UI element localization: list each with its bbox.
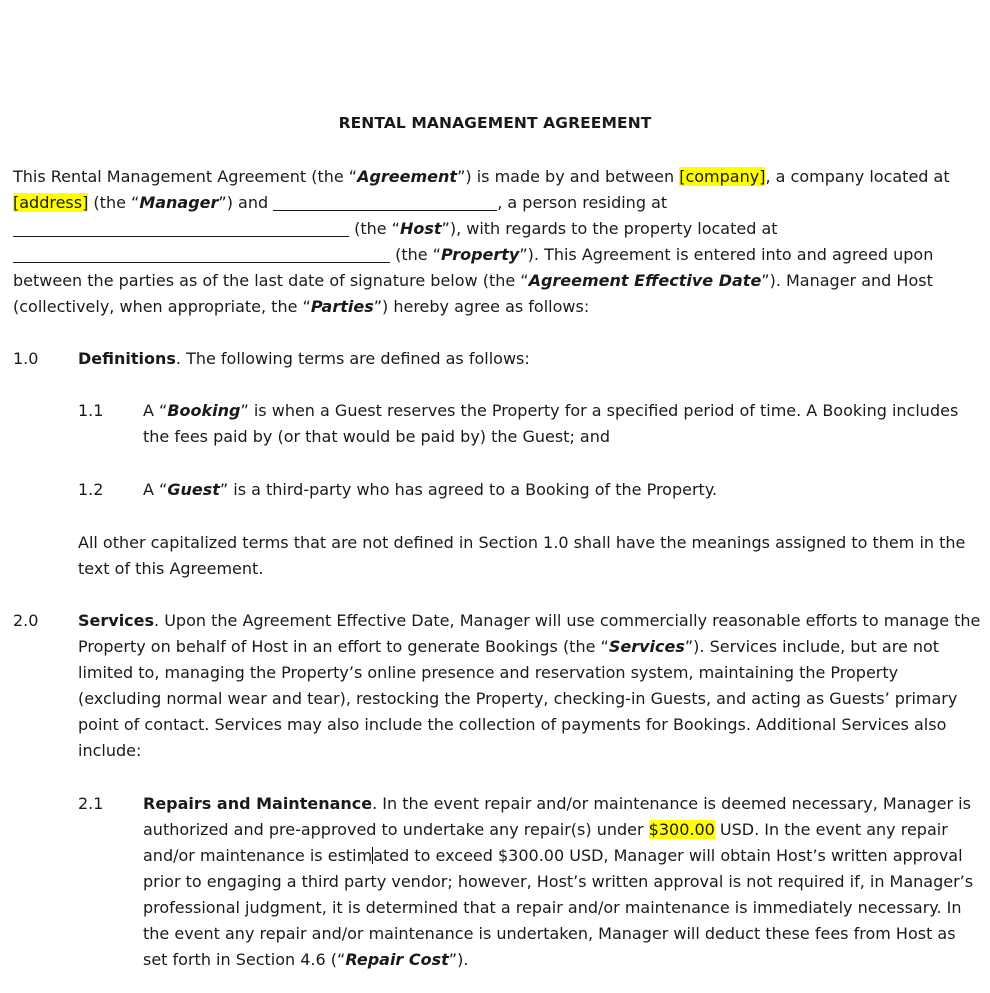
- intro-text: (the “: [349, 219, 400, 238]
- subsection-text: authorized and pre-approved to undertake any repair(s) under: [143, 820, 649, 839]
- section-text: . Upon the Agreement Effective Date, Manager will use commercially reasonable efforts to manage the: [154, 611, 981, 630]
- defined-term-services: Services: [608, 637, 685, 656]
- intro-text: ”) is made by and between: [457, 167, 680, 186]
- intro-text: (the “: [88, 193, 140, 212]
- intro-line-3: [13, 216, 778, 242]
- intro-text: ”). Manager and Host: [761, 271, 933, 290]
- intro-text: ”) hereby agree as follows:: [373, 297, 590, 316]
- defined-term-guest: Guest: [167, 480, 220, 499]
- subsection-text: A “: [143, 480, 168, 499]
- section-heading: Definitions: [78, 349, 176, 368]
- defined-term-effective-date: Agreement Effective Date: [528, 271, 762, 290]
- section-number: 2.0: [13, 611, 39, 630]
- subsection-1-2-line: [143, 477, 717, 503]
- section-2-line-4: (excluding normal wear and tear), restocking the Property, checking-in Guests, and acting as Guests’ primary: [78, 689, 958, 708]
- intro-text: ”) and: [218, 193, 274, 212]
- section-text: . The following terms are defined as follows:: [175, 349, 530, 368]
- intro-line-2: [13, 190, 667, 216]
- subsection-text: ”).: [448, 950, 469, 969]
- subsection-heading: Repairs and Maintenance: [143, 794, 373, 813]
- subsection-text: USD. In the event any repair: [714, 820, 948, 839]
- subsection-1-1-line-1: [143, 398, 958, 424]
- host-address-blank[interactable]: [13, 220, 349, 237]
- subsection-number: 1.1: [78, 401, 104, 420]
- intro-line-4: [13, 242, 933, 268]
- defined-term-agreement: Agreement: [357, 167, 458, 186]
- section-2-line-6: include:: [78, 741, 142, 760]
- subsection-2-1-line-2: [143, 817, 948, 843]
- subsection-number: 1.2: [78, 480, 104, 499]
- intro-text: between the parties as of the last date of signature below (the “: [13, 271, 529, 290]
- intro-text: , a company located at: [765, 167, 950, 186]
- other-terms-line-1: All other capitalized terms that are not defined in Section 1.0 shall have the meanings assigned to them in the: [78, 533, 966, 552]
- property-address-blank[interactable]: [13, 246, 390, 263]
- subsection-text: . In the event repair and/or maintenance is deemed necessary, Manager is: [372, 794, 971, 813]
- section-2-line-1: [78, 608, 980, 634]
- defined-term-booking: Booking: [167, 401, 241, 420]
- intro-text: (the “: [390, 245, 441, 264]
- intro-text: This Rental Management Agreement (the “: [13, 167, 358, 186]
- other-terms-line-2: text of this Agreement.: [78, 559, 264, 578]
- section-text: ”). Services include, but are not: [684, 637, 940, 656]
- section-text: Property on behalf of Host in an effort to generate Bookings (the “: [78, 637, 609, 656]
- subsection-text: ” is when a Guest reserves the Property for a specified period of time. A Booking includes: [240, 401, 959, 420]
- subsection-2-1-line-3: [143, 843, 963, 869]
- placeholder-address[interactable]: [address]: [13, 193, 89, 212]
- section-heading: Services: [78, 611, 155, 630]
- subsection-text: ated to exceed $300.00 USD, Manager will obtain Host’s written approval: [373, 846, 963, 865]
- section-2-line-2: [78, 634, 939, 660]
- intro-line-6: [13, 294, 589, 320]
- intro-text: (collectively, when appropriate, the “: [13, 297, 311, 316]
- placeholder-repair-limit[interactable]: $300.00: [648, 820, 715, 839]
- defined-term-manager: Manager: [139, 193, 219, 212]
- defined-term-host: Host: [399, 219, 442, 238]
- subsection-text: ” is a third-party who has agreed to a Booking of the Property.: [219, 480, 718, 499]
- subsection-2-1-line-4: prior to engaging a third party vendor; however, Host’s written approval is not required if, in Manager’s: [143, 872, 974, 891]
- subsection-2-1-line-5: professional judgment, it is determined that a repair and/or maintenance is immediately necessary. In: [143, 898, 962, 917]
- section-number: 1.0: [13, 349, 39, 368]
- subsection-text: set forth in Section 4.6 (“: [143, 950, 346, 969]
- subsection-number: 2.1: [78, 794, 104, 813]
- section-1-heading-line: [78, 346, 530, 372]
- subsection-2-1-line-6: the event any repair and/or maintenance is undertaken, Manager will deduct these fees from Host as: [143, 924, 956, 943]
- section-2-line-3: limited to, managing the Property’s online presence and reservation system, maintaining the Property: [78, 663, 899, 682]
- defined-term-parties: Parties: [310, 297, 374, 316]
- subsection-2-1-line-7: [143, 947, 468, 973]
- subsection-2-1-line-1: [143, 791, 971, 817]
- defined-term-repair-cost: Repair Cost: [345, 950, 449, 969]
- document-title: RENTAL MANAGEMENT AGREEMENT: [338, 114, 652, 132]
- subsection-1-1-line-2: the fees paid by (or that would be paid by) the Guest; and: [143, 427, 611, 446]
- section-2-line-5: point of contact. Services may also include the collection of payments for Bookings. Additional Services also: [78, 715, 947, 734]
- subsection-text: A “: [143, 401, 168, 420]
- defined-term-property: Property: [440, 245, 520, 264]
- intro-line-5: [13, 268, 933, 294]
- host-name-blank[interactable]: [273, 194, 497, 211]
- intro-text: ”), with regards to the property located at: [441, 219, 778, 238]
- subsection-text: and/or maintenance is estim: [143, 846, 373, 865]
- placeholder-company[interactable]: [company]: [679, 167, 766, 186]
- intro-text: ”). This Agreement is entered into and agreed upon: [519, 245, 934, 264]
- intro-line-1: [13, 164, 950, 190]
- intro-text: , a person residing at: [497, 193, 668, 212]
